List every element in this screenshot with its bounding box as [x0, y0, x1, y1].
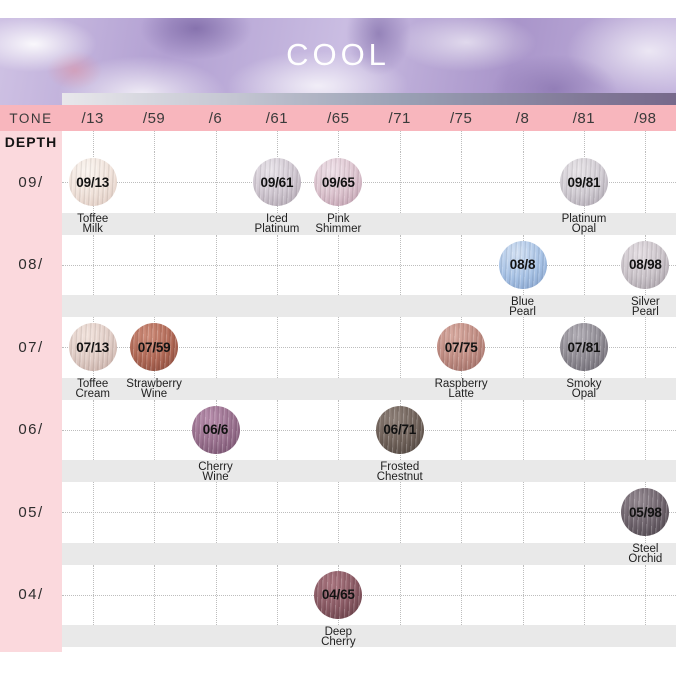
tone-label-61: /61 — [265, 109, 289, 127]
shade-name-cell — [369, 460, 430, 482]
grid-cell — [246, 317, 307, 378]
shade-name-cell — [62, 378, 123, 400]
color-swatch-06-6 — [192, 406, 240, 454]
shade-name-cell — [492, 543, 553, 565]
marble-banner — [0, 18, 676, 105]
grid-cell — [246, 400, 307, 461]
grid-cell — [615, 317, 676, 378]
name-band-row-09 — [62, 213, 676, 235]
shade-name-cell — [430, 213, 491, 235]
grid-cell — [123, 400, 184, 461]
grid-cell — [62, 317, 123, 378]
color-swatch-06-71 — [376, 406, 424, 454]
grid-cell — [492, 152, 553, 213]
shade-row-04 — [62, 565, 676, 626]
grid-header-cell — [369, 131, 430, 152]
shade-name-line: Shimmer — [315, 223, 362, 235]
shade-name-line: Orchid — [628, 553, 663, 565]
depth-label-07: 07/ — [18, 338, 44, 356]
name-band-row-04 — [62, 625, 676, 647]
grid-cell — [369, 235, 430, 296]
tone-label-98: /98 — [634, 109, 657, 127]
shade-row-08 — [62, 235, 676, 296]
color-swatch-09-61 — [253, 158, 301, 206]
name-band-row-05 — [62, 543, 676, 565]
shade-name-line: Milk — [82, 223, 103, 235]
shade-name-cell — [185, 543, 246, 565]
grid-cell — [369, 565, 430, 626]
name-band-row-08 — [62, 295, 676, 317]
shade-name-cell — [62, 460, 123, 482]
shade-name-line: Latte — [448, 388, 474, 400]
shade-name-cell — [308, 543, 369, 565]
shade-name-cell — [185, 295, 246, 317]
shade-name-line: Pearl — [509, 305, 536, 318]
grid-cell — [553, 565, 614, 626]
tone-label-6: /6 — [208, 109, 223, 127]
grid-cell — [185, 400, 246, 461]
grid-cell — [123, 565, 184, 626]
shade-name-cell — [369, 295, 430, 317]
shade-name-cell — [369, 543, 430, 565]
shade-name-line: Raspberry — [434, 378, 488, 390]
grid-cell — [185, 235, 246, 296]
shade-name-cell — [553, 543, 614, 565]
grid-cell — [369, 152, 430, 213]
grid-cell — [123, 317, 184, 378]
grid-cell — [553, 235, 614, 296]
depth-slot — [0, 235, 62, 318]
tone-label-59: /59 — [142, 109, 166, 127]
grid-header-cell — [615, 131, 676, 152]
page-title: COOL — [286, 37, 390, 72]
shade-name-cell — [246, 378, 307, 400]
swatch-code: 05/98 — [628, 504, 662, 520]
grid-cell — [185, 565, 246, 626]
shade-name-line: Cream — [75, 388, 110, 400]
shade-name-cell — [123, 460, 184, 482]
depth-slot — [0, 565, 62, 648]
shade-name-cell — [430, 295, 491, 317]
depth-label-06: 06/ — [18, 421, 44, 439]
grid-cell — [62, 400, 123, 461]
grid-cell — [308, 482, 369, 543]
shade-name-cell — [492, 378, 553, 400]
swatch-code: 09/65 — [321, 174, 355, 190]
shade-name-cell — [615, 213, 676, 235]
grid-cell — [185, 317, 246, 378]
shade-name-cell — [62, 295, 123, 317]
shade-name-line: Smoky — [566, 378, 602, 390]
depth-header-label: DEPTH — [4, 133, 58, 150]
shade-name-cell — [246, 543, 307, 565]
depth-label-04: 04/ — [18, 586, 44, 604]
shade-name-cell — [246, 295, 307, 317]
shade-name-line: Cherry — [198, 460, 233, 473]
shade-name-line: Opal — [571, 388, 597, 400]
grid-cell — [553, 152, 614, 213]
depth-label-09: 09/ — [18, 173, 44, 191]
tone-columns — [62, 105, 676, 131]
swatch-code: 04/65 — [321, 587, 355, 603]
shade-name-cell — [615, 295, 676, 317]
grid-cell — [492, 235, 553, 296]
color-swatch-07-13 — [69, 323, 117, 371]
depth-slot — [0, 400, 62, 483]
grid-header-cell — [246, 131, 307, 152]
shade-name-line: Chestnut — [376, 470, 423, 483]
tone-label-8: /8 — [515, 109, 530, 127]
shade-name-cell — [430, 460, 491, 482]
shade-name-cell — [492, 295, 553, 317]
grid-cell — [492, 317, 553, 378]
shade-name-cell — [246, 625, 307, 647]
shade-name-cell — [62, 543, 123, 565]
swatch-code: 06/71 — [383, 422, 417, 438]
tone-label-13: /13 — [81, 109, 104, 127]
swatch-code: 07/59 — [137, 339, 171, 355]
grid-body — [62, 131, 676, 647]
shade-name-cell — [615, 625, 676, 647]
shade-name-line: Steel — [632, 543, 659, 555]
color-swatch-07-59 — [130, 323, 178, 371]
color-swatch-09-81 — [560, 158, 608, 206]
shade-name-line: Pink — [327, 213, 350, 225]
tone-header-label: TONE — [9, 110, 53, 126]
shade-name-line: Cherry — [321, 635, 356, 648]
grid-cell — [308, 400, 369, 461]
shade-name-line: Toffee — [77, 378, 109, 390]
grid-cell — [308, 317, 369, 378]
shade-name-cell — [553, 295, 614, 317]
tone-label-65: /65 — [327, 109, 350, 127]
grid-cell — [185, 482, 246, 543]
tone-label-81: /81 — [572, 109, 596, 127]
shade-name-cell — [246, 460, 307, 482]
depth-slot — [0, 152, 62, 235]
grid-header-cell — [185, 131, 246, 152]
swatch-code: 07/13 — [76, 339, 110, 355]
shade-name-cell — [185, 625, 246, 647]
grid-cell — [553, 482, 614, 543]
shade-name-line: Toffee — [77, 213, 109, 225]
grid-cell — [246, 565, 307, 626]
color-swatch-08-8 — [499, 241, 547, 289]
shade-name-cell — [308, 378, 369, 400]
swatch-code: 07/81 — [567, 339, 601, 355]
grid-cell — [369, 317, 430, 378]
grid-header-cell — [123, 131, 184, 152]
shade-name-cell — [553, 213, 614, 235]
shade-name-cell — [185, 213, 246, 235]
shade-name-line: Pearl — [631, 305, 659, 318]
shade-name-line: Platinum — [254, 223, 300, 235]
grid-cell — [62, 565, 123, 626]
shade-name-cell — [615, 460, 676, 482]
grid-header-cell — [553, 131, 614, 152]
grid-cell — [615, 235, 676, 296]
depth-label-08: 08/ — [18, 256, 44, 274]
shade-name-cell — [492, 460, 553, 482]
grid-cell — [492, 482, 553, 543]
shade-name-line: Opal — [571, 223, 597, 235]
swatch-code: 09/61 — [260, 174, 294, 190]
shade-name-cell — [615, 378, 676, 400]
shade-name-line: Blue — [511, 295, 535, 308]
grid-cell — [308, 565, 369, 626]
color-swatch-05-98 — [621, 488, 669, 536]
tone-label-75: /75 — [449, 109, 473, 127]
shade-name-cell — [185, 378, 246, 400]
grid-cell — [62, 482, 123, 543]
shade-row-05 — [62, 482, 676, 543]
shade-name-cell — [308, 213, 369, 235]
grid-cell — [369, 400, 430, 461]
shade-name-cell — [492, 625, 553, 647]
swatch-code: 09/81 — [567, 174, 601, 190]
grid-cell — [553, 317, 614, 378]
grid-cell — [308, 235, 369, 296]
swatch-code: 06/6 — [202, 422, 229, 438]
shade-name-cell — [123, 213, 184, 235]
shade-name-line: Iced — [266, 213, 288, 225]
shade-row-06 — [62, 400, 676, 461]
grid-cell — [615, 565, 676, 626]
shade-name-cell — [615, 543, 676, 565]
shade-name-cell — [123, 625, 184, 647]
shade-row-09 — [62, 152, 676, 213]
grid-cell — [123, 235, 184, 296]
depth-label-05: 05/ — [18, 503, 44, 521]
shade-name-cell — [553, 625, 614, 647]
depth-slot — [0, 482, 62, 565]
grid-cell — [62, 152, 123, 213]
grid-cell — [246, 152, 307, 213]
color-swatch-07-75 — [437, 323, 485, 371]
shade-name-line: Platinum — [561, 213, 607, 225]
grid-cell — [492, 400, 553, 461]
shade-name-cell — [123, 543, 184, 565]
swatch-code: 09/13 — [76, 174, 110, 190]
grid-cell — [185, 152, 246, 213]
shade-name-line: Strawberry — [126, 378, 182, 390]
shade-name-line: Wine — [141, 388, 168, 400]
shade-name-line: Wine — [202, 470, 229, 483]
color-swatch-09-13 — [69, 158, 117, 206]
shade-name-cell — [430, 378, 491, 400]
shade-name-cell — [369, 378, 430, 400]
grid-cell — [492, 565, 553, 626]
swatch-code: 07/75 — [444, 339, 478, 355]
grid-cell — [615, 400, 676, 461]
shade-name-line: Deep — [324, 625, 353, 638]
grid-header-cell — [308, 131, 369, 152]
shade-name-cell — [430, 625, 491, 647]
shade-name-line: Silver — [630, 295, 660, 308]
shade-name-cell — [62, 213, 123, 235]
shade-name-cell — [62, 625, 123, 647]
color-swatch-07-81 — [560, 323, 608, 371]
depth-column — [0, 131, 62, 652]
shade-name-cell — [308, 625, 369, 647]
color-swatch-09-65 — [314, 158, 362, 206]
tone-gradient-bar — [62, 93, 676, 105]
grid-cell — [430, 317, 491, 378]
grid-cell — [430, 152, 491, 213]
grid-cell — [430, 482, 491, 543]
grid-header-cell — [62, 131, 123, 152]
shade-name-cell — [308, 460, 369, 482]
name-band-row-07 — [62, 378, 676, 400]
grid-cell — [430, 400, 491, 461]
grid-cell — [123, 152, 184, 213]
grid-cell — [308, 152, 369, 213]
grid-cell — [246, 482, 307, 543]
grid-cell — [615, 152, 676, 213]
shade-name-cell — [369, 625, 430, 647]
grid-cell — [369, 482, 430, 543]
grid-header-spacer-row — [62, 131, 676, 152]
grid-cell — [553, 400, 614, 461]
shade-name-cell — [246, 213, 307, 235]
shade-name-line: Frosted — [380, 460, 420, 473]
shade-name-cell — [553, 378, 614, 400]
grid-cell — [62, 235, 123, 296]
shade-name-cell — [369, 213, 430, 235]
grid-cell — [123, 482, 184, 543]
grid-header-cell — [492, 131, 553, 152]
shade-name-cell — [185, 460, 246, 482]
shade-name-cell — [553, 460, 614, 482]
grid-cell — [430, 565, 491, 626]
name-band-row-06 — [62, 460, 676, 482]
color-swatch-08-98 — [621, 241, 669, 289]
shade-name-cell — [123, 378, 184, 400]
swatch-code: 08/98 — [628, 257, 662, 273]
grid-header-cell — [430, 131, 491, 152]
tone-header-row — [0, 105, 676, 131]
shade-name-cell — [430, 543, 491, 565]
shade-name-cell — [308, 295, 369, 317]
depth-slot — [0, 317, 62, 400]
grid-cell — [246, 235, 307, 296]
swatch-code: 08/8 — [509, 257, 536, 273]
color-swatch-04-65 — [314, 571, 362, 619]
shade-name-cell — [492, 213, 553, 235]
tone-label-71: /71 — [388, 109, 411, 127]
shade-name-cell — [123, 295, 184, 317]
shade-row-07 — [62, 317, 676, 378]
grid-cell — [430, 235, 491, 296]
grid-cell — [615, 482, 676, 543]
